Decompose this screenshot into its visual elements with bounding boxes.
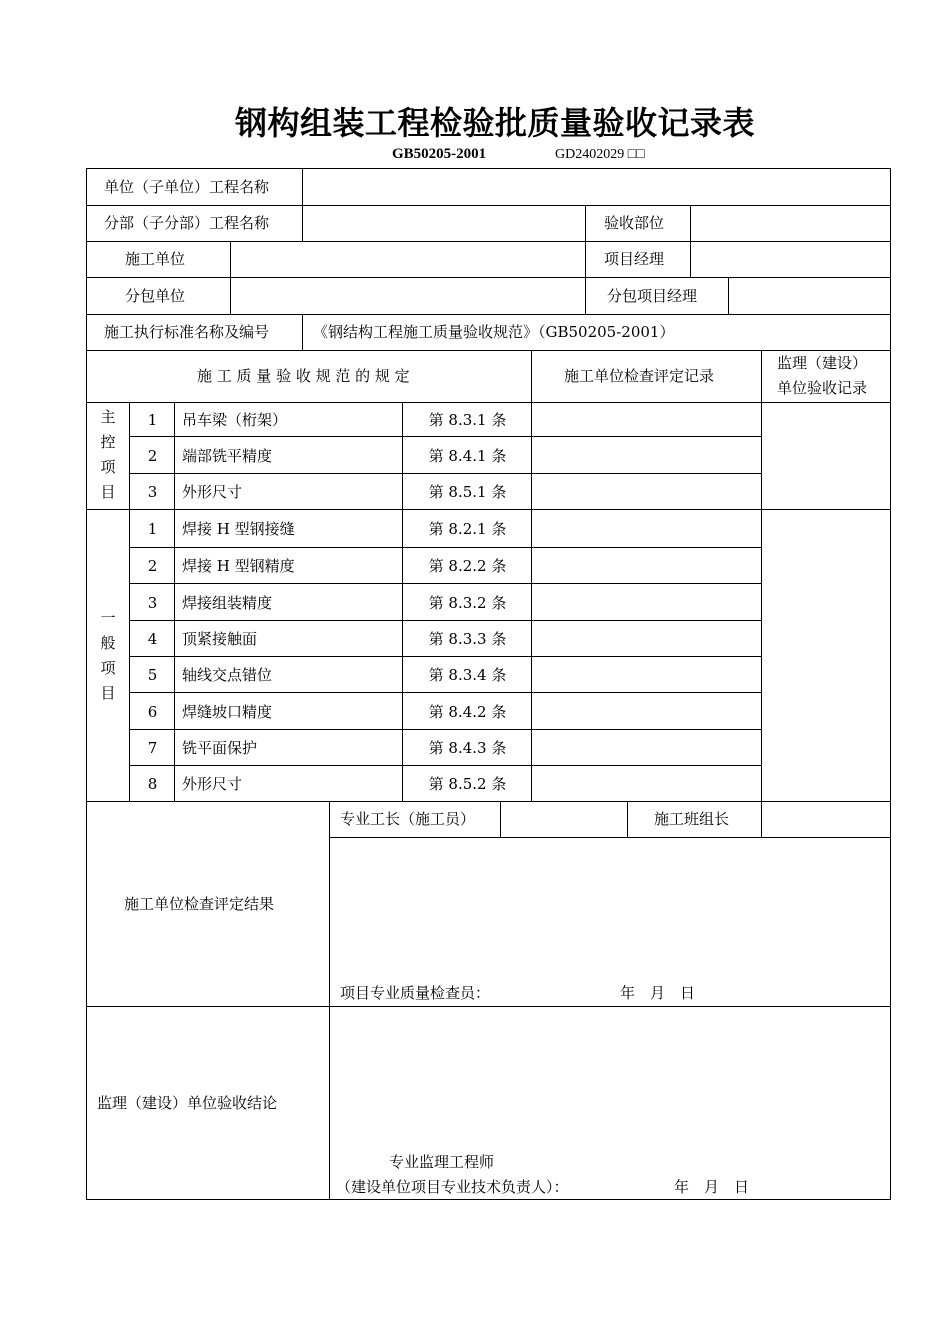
- result-date-label: 年 月 日: [620, 984, 696, 1002]
- foreman-label: 专业工长（施工员）: [340, 810, 476, 828]
- general-group-check-record-input[interactable]: [531, 547, 761, 583]
- general-group-check-record-input[interactable]: [531, 509, 761, 547]
- main-group-item-no: 2: [147, 447, 158, 465]
- general-group-clause-cell: [402, 620, 531, 656]
- general-group-item-clause: 第 8.2.1 条: [428, 520, 507, 538]
- general-group-item-no: 6: [147, 703, 158, 721]
- general-group-item-no: 3: [147, 594, 158, 612]
- inspector-label: 项目专业质量检查员：: [340, 984, 491, 1002]
- general-group-name-cell: [174, 692, 402, 729]
- main-group-label-cell: [86, 402, 129, 509]
- team-leader-label-cell: [627, 801, 761, 837]
- general-group-item-no: 1: [147, 520, 158, 538]
- main-group-supervision-cell[interactable]: [761, 402, 891, 509]
- general-group-item-clause: 第 8.3.4 条: [428, 666, 507, 684]
- unit-project-input[interactable]: [302, 168, 891, 205]
- main-group-clause-cell: [402, 473, 531, 509]
- result-label-cell: [86, 801, 329, 1006]
- general-group-no-cell: [129, 692, 174, 729]
- unit-project-label: 单位（子单位）工程名称: [104, 178, 270, 196]
- standard-label-cell: [86, 314, 302, 350]
- unit-check-header: 施工单位检查评定记录: [564, 367, 715, 385]
- main-group-label-char: 主: [100, 408, 116, 426]
- general-group-name-cell: [174, 765, 402, 801]
- general-group-clause-cell: [402, 583, 531, 620]
- unit-project-label-cell: [86, 168, 302, 205]
- general-group-item-clause: 第 8.5.2 条: [428, 775, 507, 793]
- supervision-date-label: 年 月 日: [674, 1178, 750, 1196]
- page-title: 钢构组装工程检验批质量验收记录表: [234, 104, 755, 142]
- main-group-item-name: 端部铣平精度: [182, 447, 273, 465]
- subcontract-unit-input[interactable]: [230, 277, 585, 314]
- foreman-input[interactable]: [500, 801, 627, 837]
- general-group-check-record-input[interactable]: [531, 583, 761, 620]
- foreman-label-cell: [329, 801, 500, 837]
- acceptance-part-label-cell: [585, 205, 690, 241]
- general-group-item-clause: 第 8.4.3 条: [428, 739, 507, 757]
- general-group-no-cell: [129, 620, 174, 656]
- standard-code: GB50205-2001: [392, 146, 487, 162]
- general-group-no-cell: [129, 729, 174, 765]
- subcontract-manager-input[interactable]: [728, 277, 891, 314]
- construction-unit-label-cell: [86, 241, 230, 277]
- project-manager-label: 项目经理: [604, 250, 665, 268]
- general-group-item-no: 7: [147, 739, 158, 757]
- main-group-check-record-input[interactable]: [531, 402, 761, 436]
- general-group-no-cell: [129, 583, 174, 620]
- general-group-item-name: 铣平面保护: [182, 739, 258, 757]
- general-group-check-record-input[interactable]: [531, 656, 761, 692]
- main-group-name-cell: [174, 473, 402, 509]
- main-group-no-cell: [129, 473, 174, 509]
- result-content-cell[interactable]: [329, 837, 891, 1006]
- general-group-clause-cell: [402, 509, 531, 547]
- general-group-label-cell: [86, 509, 129, 801]
- general-group-check-record-input[interactable]: [531, 729, 761, 765]
- general-group-supervision-cell[interactable]: [761, 509, 891, 801]
- main-group-no-cell: [129, 436, 174, 473]
- general-group-name-cell: [174, 547, 402, 583]
- main-group-item-no: 1: [147, 411, 158, 429]
- general-group-name-cell: [174, 620, 402, 656]
- general-group-item-name: 焊接组装精度: [182, 594, 273, 612]
- general-group-check-record-input[interactable]: [531, 692, 761, 729]
- acceptance-part-label: 验收部位: [604, 214, 665, 232]
- supervision-header-line1: 监理（建设）: [777, 354, 868, 372]
- general-group-no-cell: [129, 765, 174, 801]
- spec-header-cell: [86, 350, 531, 402]
- general-group-item-no: 5: [147, 666, 158, 684]
- general-group-clause-cell: [402, 692, 531, 729]
- supervision-header-line2: 单位验收记录: [777, 379, 868, 397]
- general-group-item-clause: 第 8.3.2 条: [428, 594, 507, 612]
- general-group-name-cell: [174, 656, 402, 692]
- general-group-name-cell: [174, 729, 402, 765]
- general-group-item-clause: 第 8.4.2 条: [428, 703, 507, 721]
- general-group-item-no: 4: [147, 630, 158, 648]
- main-group-name-cell: [174, 402, 402, 436]
- unit-check-header-cell: [531, 350, 761, 402]
- sub-project-input[interactable]: [302, 205, 585, 241]
- general-group-item-name: 焊接 H 型钢精度: [182, 557, 295, 575]
- general-group-item-clause: 第 8.2.2 条: [428, 557, 507, 575]
- engineer-label-line1: 专业监理工程师: [389, 1153, 495, 1171]
- main-group-item-no: 3: [147, 483, 158, 501]
- main-group-no-cell: [129, 402, 174, 436]
- general-group-label-char: 一: [100, 609, 116, 627]
- main-group-item-clause: 第 8.3.1 条: [428, 411, 507, 429]
- general-group-label-char: 目: [100, 684, 116, 702]
- subcontract-manager-label: 分包项目经理: [607, 287, 698, 305]
- main-group-name-cell: [174, 436, 402, 473]
- general-group-item-name: 外形尺寸: [182, 775, 243, 793]
- subcontract-unit-label-cell: [86, 277, 230, 314]
- subcontract-unit-label: 分包单位: [125, 287, 186, 305]
- sub-project-label: 分部（子分部）工程名称: [104, 214, 270, 232]
- general-group-no-cell: [129, 509, 174, 547]
- general-group-no-cell: [129, 547, 174, 583]
- result-label: 施工单位检查评定结果: [124, 895, 275, 913]
- project-manager-label-cell: [585, 241, 690, 277]
- supervision-content-cell[interactable]: [329, 1006, 891, 1200]
- general-group-label-char: 般: [100, 634, 116, 652]
- project-manager-input[interactable]: [690, 241, 891, 277]
- supervision-header-cell: [761, 350, 891, 402]
- acceptance-part-input[interactable]: [690, 205, 891, 241]
- main-group-item-name: 外形尺寸: [182, 483, 243, 501]
- main-group-label-char: 目: [100, 483, 116, 501]
- team-leader-input[interactable]: [761, 801, 891, 837]
- standard-label: 施工执行标准名称及编号: [104, 323, 270, 341]
- main-group-clause-cell: [402, 436, 531, 473]
- general-group-item-name: 焊接 H 型钢接缝: [182, 520, 295, 538]
- spec-header: 施 工 质 量 验 收 规 范 的 规 定: [197, 367, 410, 385]
- main-group-label-char: 控: [100, 433, 116, 451]
- sub-project-label-cell: [86, 205, 302, 241]
- general-group-item-name: 焊缝坡口精度: [182, 703, 273, 721]
- general-group-check-record-input[interactable]: [531, 620, 761, 656]
- general-group-name-cell: [174, 583, 402, 620]
- main-group-label-char: 项: [100, 458, 116, 476]
- main-group-check-record-input[interactable]: [531, 473, 761, 509]
- general-group-item-name: 轴线交点错位: [182, 666, 273, 684]
- general-group-item-no: 2: [147, 557, 158, 575]
- general-group-clause-cell: [402, 765, 531, 801]
- general-group-check-record-input[interactable]: [531, 765, 761, 801]
- general-group-item-clause: 第 8.3.3 条: [428, 630, 507, 648]
- general-group-name-cell: [174, 509, 402, 547]
- general-group-clause-cell: [402, 656, 531, 692]
- subcontract-manager-label-cell: [585, 277, 728, 314]
- form-code: GD2402029 □□: [555, 147, 645, 162]
- standard-value: 《钢结构工程施工质量验收规范》（GB50205-2001）: [313, 323, 675, 341]
- main-group-item-clause: 第 8.4.1 条: [428, 447, 507, 465]
- supervision-label: 监理（建设）单位验收结论: [97, 1094, 278, 1112]
- main-group-item-clause: 第 8.5.1 条: [428, 483, 507, 501]
- standard-value-cell: [302, 314, 891, 350]
- general-group-clause-cell: [402, 547, 531, 583]
- general-group-item-name: 顶紧接触面: [182, 630, 258, 648]
- general-group-label-char: 项: [100, 659, 116, 677]
- inspection-form: [86, 168, 891, 1200]
- general-group-no-cell: [129, 656, 174, 692]
- construction-unit-input[interactable]: [230, 241, 585, 277]
- supervision-label-cell: [86, 1006, 329, 1200]
- general-group-item-no: 8: [147, 775, 158, 793]
- engineer-label-line2: （建设单位项目专业技术负责人）：: [336, 1178, 569, 1196]
- general-group-clause-cell: [402, 729, 531, 765]
- construction-unit-label: 施工单位: [125, 250, 186, 268]
- main-group-item-name: 吊车梁（桁架）: [182, 411, 288, 429]
- main-group-check-record-input[interactable]: [531, 436, 761, 473]
- team-leader-label: 施工班组长: [654, 810, 730, 828]
- main-group-clause-cell: [402, 402, 531, 436]
